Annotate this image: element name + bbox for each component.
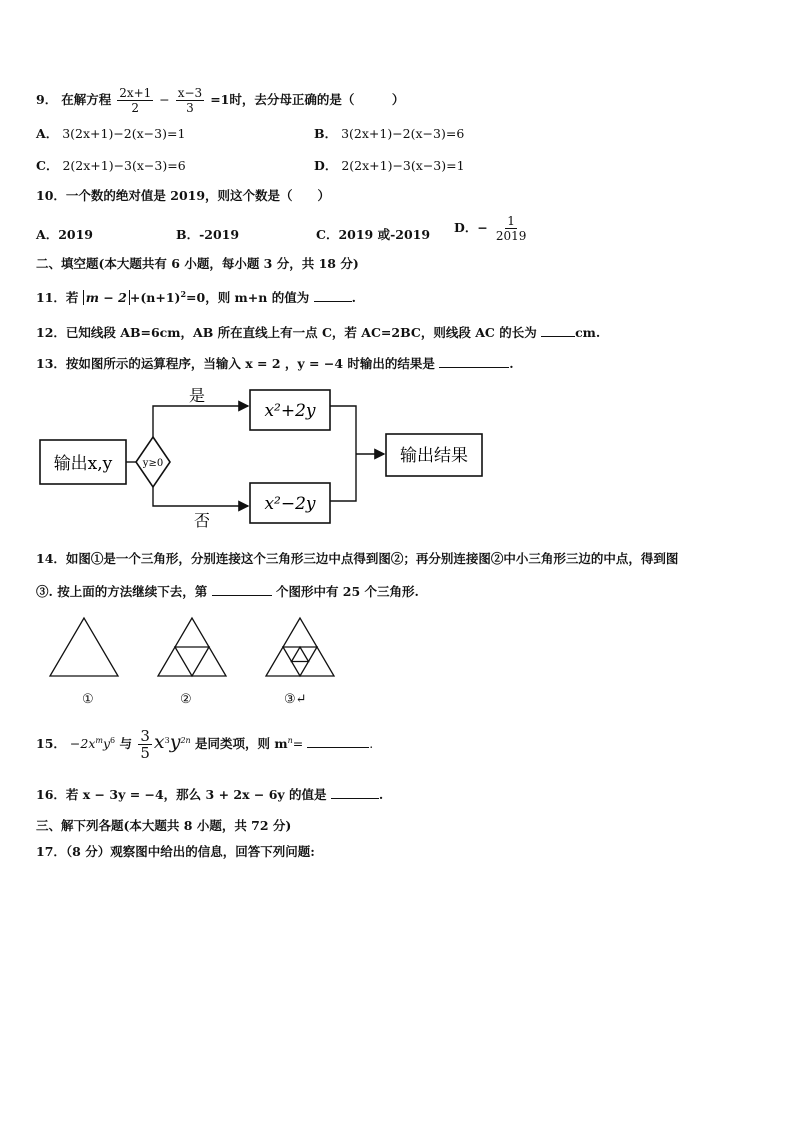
q9-line [36, 86, 404, 115]
q15-number: 15． [36, 736, 66, 752]
q9-equation-tail: =1时，去分母正确的是（ ） [210, 92, 405, 107]
q14-answer-blank[interactable] [212, 583, 272, 596]
q10-option-c: C．2019 或-2019 [316, 227, 431, 242]
q10-d-denominator: 2019 [495, 229, 527, 243]
q15-fraction [138, 728, 152, 761]
q10-stem: 一个数的绝对值是 2019，则这个数是（ ） [65, 188, 331, 203]
q9-fraction-1 [117, 86, 153, 115]
q9-option-d-text: 2(2x+1)−3(x−3)=1 [341, 158, 465, 173]
q15-term-1-exp-6: 6 [110, 736, 116, 745]
q9-f1-numerator: 2x+1 [119, 86, 152, 100]
q11-pre: 若 [65, 290, 79, 306]
flow-top-box-text: x²+2y [264, 401, 316, 421]
q15-term-2-y: y [169, 731, 181, 754]
q15-with: 与 [115, 736, 137, 752]
q15-answer-blank[interactable] [307, 735, 369, 748]
q10-option-d-label: D．− [454, 220, 488, 235]
q9-option-b-text: 3(2x+1)−2(x−3)=6 [341, 126, 465, 141]
q9-fraction-2 [176, 86, 204, 115]
q15-post-eq: = [292, 736, 304, 752]
q16-line [36, 786, 383, 803]
q15-fraction-num: 3 [140, 727, 150, 746]
q15-post: 是同类项，则 m [190, 736, 288, 752]
triangle-figure-3 [266, 618, 334, 676]
q15-fraction-den: 5 [140, 744, 150, 763]
q10-option-a: A．2019 [36, 227, 93, 242]
q9-f2-denominator: 3 [186, 101, 194, 115]
q13-end: . [509, 356, 514, 371]
section-3-heading: 三、解下列各题(本大题共 8 小题，共 72 分) [36, 818, 292, 833]
flow-decision-text: y≥0 [142, 458, 164, 469]
section-2-heading: 二、填空题(本大题共有 6 小题，每小题 3 分，共 18 分) [36, 256, 359, 271]
q14-line-2 [36, 583, 419, 600]
triangle-figure-2 [158, 618, 226, 676]
q11-number: 11． [36, 290, 66, 306]
q14-line-2-post: 个图形中有 25 个三角形. [275, 584, 419, 599]
flow-output-text: 输出结果 [400, 446, 468, 466]
q9-option-b [314, 124, 464, 142]
q12-unit: cm. [575, 325, 601, 340]
q11-post: =0，则 m+n 的值为 [186, 290, 310, 306]
q16-end: . [378, 787, 384, 802]
q12-text: 12．已知线段 AB=6cm，AB 所在直线上有一点 C，若 AC=2BC，则线段 AC 的长为 [36, 325, 537, 340]
q16-answer-blank[interactable] [331, 786, 379, 799]
q11-absolute-value: m − 2 [83, 290, 130, 305]
q11-end: . [351, 290, 356, 306]
flow-bottom-box-text: x²−2y [264, 494, 316, 514]
q9-f1-denominator: 2 [131, 101, 140, 115]
triangle-figure-1 [50, 618, 118, 676]
q11-exponent: 2 [180, 289, 187, 299]
q9-f2-numerator: x−3 [177, 86, 203, 100]
q9-option-d [314, 156, 465, 174]
q9-option-c-text: 2(2x+1)−3(x−3)=6 [62, 158, 186, 173]
q13-answer-blank[interactable] [439, 355, 509, 368]
q15-term-2-x: x [153, 731, 165, 754]
flow-input-text: 输出x,y [53, 454, 113, 474]
q9-option-d-label: D． [314, 158, 338, 173]
figure-3-label: ③↵ [284, 692, 307, 707]
flow-yes-label: 是 [188, 386, 206, 405]
q10-option-d-fraction [494, 214, 529, 243]
q10-d-numerator: 1 [507, 214, 515, 228]
q10-option-b: B．-2019 [176, 227, 240, 242]
q14-line-2-pre: ③. 按上面的方法继续下去，第 [36, 584, 208, 599]
q9-minus: − [159, 92, 170, 107]
q9-option-c [36, 156, 186, 174]
q15-term-2-exp-2n: 2n [180, 736, 191, 745]
q11-mid: +(n+1) [129, 290, 181, 306]
figure-2-label: ② [180, 692, 192, 707]
q16-text: 16．若 x − 3y = −4，那么 3 + 2x − 6y 的值是 [36, 787, 327, 802]
flowchart [36, 380, 506, 530]
q17-line: 17．（8 分）观察图中给出的信息，回答下列问题: [36, 844, 315, 859]
q9-option-b-label: B． [314, 126, 338, 141]
flow-no-label: 否 [193, 511, 211, 530]
q12-answer-blank[interactable] [541, 324, 575, 337]
q10-line [36, 188, 330, 204]
q9-option-c-label: C． [36, 158, 59, 173]
q15-line [36, 728, 373, 761]
q12-line [36, 324, 600, 341]
q15-term-1: −2x [69, 736, 96, 752]
figure-1-label: ① [82, 692, 94, 707]
q9-option-a [36, 124, 185, 142]
q13-line [36, 355, 514, 372]
q14-line-1: 14．如图①是一个三角形，分别连接这个三角形三边中点得到图②；再分别连接图②中小三角形三边的中点，得到图 [36, 551, 679, 566]
q11-line [36, 286, 356, 306]
q15-end: . [369, 736, 374, 752]
q9-stem: 在解方程 [61, 92, 112, 107]
q9-option-a-text: 3(2x+1)−2(x−3)=1 [62, 126, 186, 141]
q15-term-2-exp-3: 3 [164, 736, 170, 745]
q10-option-d [454, 214, 530, 243]
triangle-figures [40, 612, 350, 680]
q9-option-a-label: A． [36, 126, 59, 141]
q15-term-1-y: y [102, 736, 111, 752]
q15-term-1-exp-m: m [95, 736, 103, 745]
q9-number: 9． [36, 92, 58, 107]
q15-post-exp-n: n [287, 736, 293, 745]
q13-text: 13．按如图所示的运算程序，当输入 x = 2 ，y = −4 时输出的结果是 [36, 356, 435, 371]
q11-answer-blank[interactable] [314, 289, 352, 302]
q10-number: 10． [36, 188, 66, 203]
